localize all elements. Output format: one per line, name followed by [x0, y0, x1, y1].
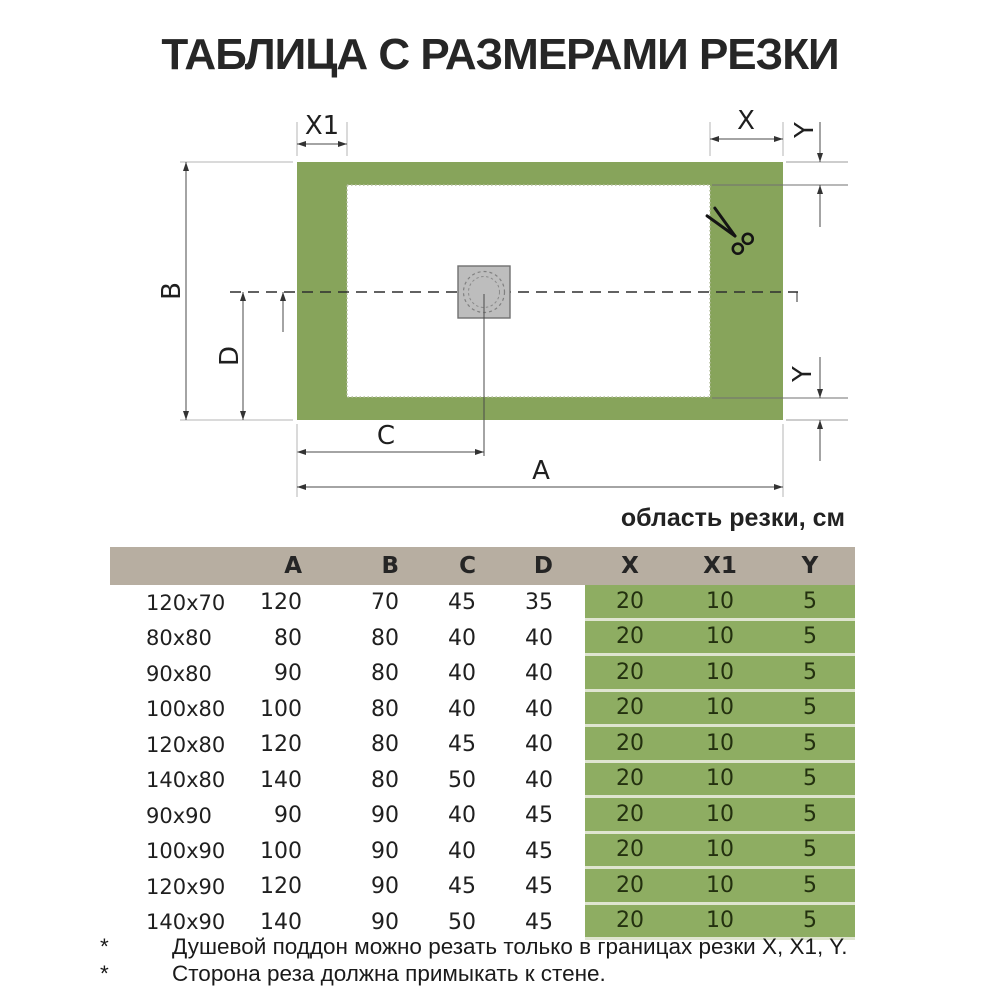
cell-d: 45: [525, 874, 553, 900]
cell-b: 90: [371, 838, 399, 864]
cell-b: 90: [371, 874, 399, 900]
cell-spacer: [561, 869, 585, 905]
cell-d: 45: [525, 909, 553, 935]
cell-x: 20: [585, 905, 675, 941]
page-title: ТАБЛИЦА С РАЗМЕРАМИ РЕЗКИ: [161, 30, 839, 79]
cell-d: 40: [525, 767, 553, 793]
cell-d: 40: [525, 625, 553, 651]
cell-c: 40: [448, 803, 476, 829]
cell-spacer: [561, 798, 585, 834]
header-cell-x: X: [585, 547, 675, 585]
cell-y: 5: [765, 869, 855, 905]
dim-b: [157, 162, 293, 420]
cell-c: 40: [448, 661, 476, 687]
cell-x1: 10: [675, 692, 765, 728]
header-spacer: [561, 547, 585, 585]
cell-b: 80: [371, 732, 399, 758]
dim-c-label: C: [376, 421, 396, 451]
cell-a: 100: [260, 838, 302, 864]
cell-x: 20: [585, 621, 675, 657]
cell-x1: 10: [675, 905, 765, 941]
cell-b: 90: [371, 803, 399, 829]
cell-size: 140x80: [146, 768, 226, 793]
cell-size: 140x90: [146, 910, 226, 935]
cell-b: 80: [371, 696, 399, 722]
cell-spacer: [561, 727, 585, 763]
dim-d-label: D: [215, 345, 245, 367]
cell-x: 20: [585, 727, 675, 763]
cell-size: 100x90: [146, 839, 226, 864]
cell-y: 5: [765, 692, 855, 728]
cell-size: 100x80: [146, 697, 226, 722]
cell-size: 90x80: [146, 661, 212, 686]
header-cell-y: Y: [765, 547, 855, 585]
cell-x1: 10: [675, 727, 765, 763]
cell-a: 120: [260, 732, 302, 758]
cell-c: 40: [448, 696, 476, 722]
cell-x: 20: [585, 869, 675, 905]
cell-spacer: [561, 692, 585, 728]
dim-c: [297, 421, 484, 452]
cell-y: 5: [765, 585, 855, 621]
footnote-item: [100, 960, 960, 987]
cell-b: 80: [371, 767, 399, 793]
dim-d: [215, 292, 283, 420]
header-cell-d: D: [484, 547, 561, 585]
footnote-marker: *: [100, 961, 109, 986]
header-cell-size: [110, 547, 230, 585]
cell-y: 5: [765, 834, 855, 870]
cell-a: 80: [274, 625, 302, 651]
cell-x1: 10: [675, 798, 765, 834]
footnote-marker: *: [100, 934, 109, 959]
cell-d: 45: [525, 838, 553, 864]
header-cell-a: A: [230, 547, 310, 585]
cell-a: 140: [260, 767, 302, 793]
cell-x: 20: [585, 763, 675, 799]
cell-d: 40: [525, 661, 553, 687]
cell-y: 5: [765, 763, 855, 799]
cell-x: 20: [585, 656, 675, 692]
cell-x: 20: [585, 692, 675, 728]
header-cell-c: C: [407, 547, 484, 585]
size-table: [110, 547, 855, 940]
cell-spacer: [561, 763, 585, 799]
cell-x1: 10: [675, 656, 765, 692]
cell-size: 120x70: [146, 590, 226, 615]
header-cell-b: B: [310, 547, 407, 585]
cell-spacer: [561, 834, 585, 870]
cell-x1: 10: [675, 763, 765, 799]
cell-x1: 10: [675, 621, 765, 657]
cell-x: 20: [585, 585, 675, 621]
header-cell-x1: X1: [675, 547, 765, 585]
cell-a: 120: [260, 874, 302, 900]
dim-y-bottom-label: Y: [788, 366, 818, 382]
cell-x1: 10: [675, 585, 765, 621]
dim-x-label: X: [737, 106, 755, 136]
dim-x1: [297, 111, 347, 156]
cell-c: 45: [448, 874, 476, 900]
cell-spacer: [561, 656, 585, 692]
footnotes: [100, 933, 960, 987]
cell-spacer: [561, 585, 585, 621]
footnote-item: [100, 933, 960, 960]
cell-size: 80x80: [146, 626, 212, 651]
cell-c: 50: [448, 909, 476, 935]
footnote-text: Сторона реза должна примыкать к стене.: [172, 961, 606, 986]
dim-y-top-label: Y: [790, 122, 820, 138]
cell-c: 45: [448, 590, 476, 616]
cell-size: 90x90: [146, 803, 212, 828]
dim-x: [710, 106, 783, 156]
cell-x: 20: [585, 834, 675, 870]
cell-b: 80: [371, 625, 399, 651]
cell-y: 5: [765, 727, 855, 763]
cell-spacer: [561, 621, 585, 657]
cell-b: 80: [371, 661, 399, 687]
cell-c: 50: [448, 767, 476, 793]
cell-a: 100: [260, 696, 302, 722]
cell-y: 5: [765, 798, 855, 834]
cell-y: 5: [765, 905, 855, 941]
cell-d: 45: [525, 803, 553, 829]
cell-x: 20: [585, 798, 675, 834]
dim-b-label: B: [157, 282, 187, 300]
cell-a: 140: [260, 909, 302, 935]
cell-d: 40: [525, 696, 553, 722]
cell-c: 40: [448, 838, 476, 864]
cell-c: 40: [448, 625, 476, 651]
dim-a-label: A: [532, 456, 550, 486]
dim-a: [297, 424, 783, 497]
dim-x1-label: X1: [304, 111, 340, 141]
cell-y: 5: [765, 656, 855, 692]
cell-size: 120x80: [146, 732, 226, 757]
footnote-text: Душевой поддон можно резать только в границах резки X, X1, Y.: [172, 934, 848, 959]
cell-b: 70: [371, 590, 399, 616]
cell-d: 35: [525, 590, 553, 616]
cell-a: 120: [260, 590, 302, 616]
cut-zone-label: область резки, см: [620, 504, 845, 532]
cell-a: 90: [274, 661, 302, 687]
cell-c: 45: [448, 732, 476, 758]
cell-x1: 10: [675, 869, 765, 905]
cell-b: 90: [371, 909, 399, 935]
cell-size: 120x90: [146, 874, 226, 899]
cell-x1: 10: [675, 834, 765, 870]
cell-y: 5: [765, 621, 855, 657]
cell-a: 90: [274, 803, 302, 829]
tray-inner-area: [347, 185, 710, 397]
cell-d: 40: [525, 732, 553, 758]
